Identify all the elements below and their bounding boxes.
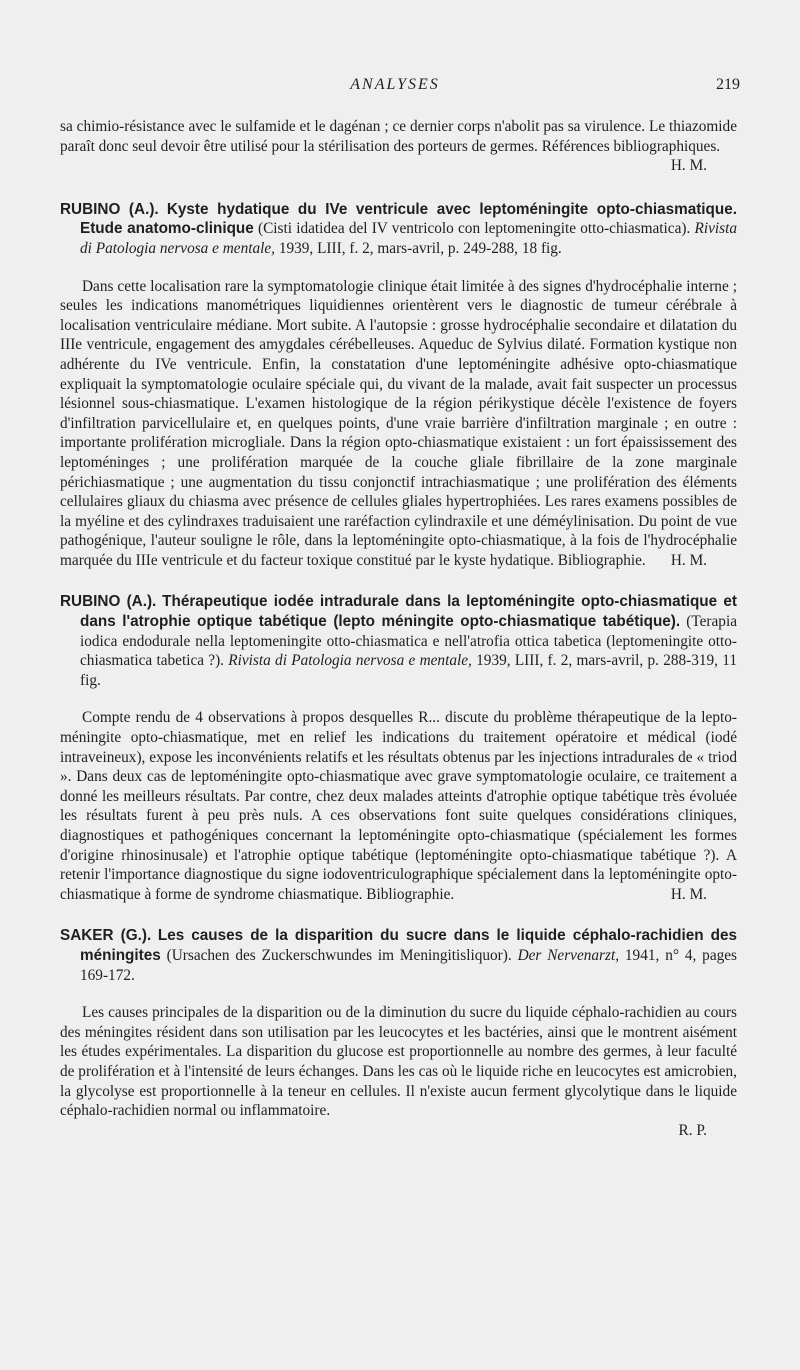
article-3-author: SAKER (G.). [60,927,152,945]
article-1-citation: 1939, LIII, f. 2, mars-avril, p. 249-288, 18 fig. [278,239,562,257]
article-1-author: RUBINO (A.). [60,200,159,218]
article-2-body [60,708,737,904]
intro-text: sa chimio-résistance avec le sulfamide et le dagénan ; ce dernier corps n'abolit pas sa virulence. Le thiazomide paraît donc seul devoir être utilisé pour la stérilisation des porteurs de germes. Références bibliographiques. [60,118,737,155]
article-1-journal: Rivista di Patologia nervosa e mentale, [80,220,738,257]
article-1-signature: H. M. [670,551,707,569]
article-3-signature: R. P. [678,1121,707,1139]
article-2-signature: H. M. [670,885,707,903]
article-3-original-title: (Ursachen des Zuckerschwundes im Meningitisliquor). [166,946,512,964]
article-1-text: Dans cette localisation rare la symptomatologie clinique était limitée à des signes d'hydrocéphalie interne ; seules les indications manométriques liquidiennes orientèrent vers le diagnostic de tumeur cérébrale à localisation ventriculaire médiane. Mort subite. A l'autopsie : grosse hydrocéphalie secondaire et dilatation du IIIe ventricule, engagement des amygdales cérébelleuses. Aqueduc de Sylvius dilaté. Formation kystique non adhérente du IVe ventricule. Enfin, la constatation d'une leptoméningite adhésive opto-chiasmatique expliquait la symptomatologie oculaire spéciale qui, du vivant de la malade, avait fait suspecter un processus lésionnel sous-chiasmatique. L'examen histologique de la région périkystique décèle l'existence de foyers d'infiltration parvicellulaire et, en quelques points, d'une vraie barrière d'infiltration marginale ; en outre : importante prolifération microgliale. Dans la région opto-chiasmatique existaient : un fort épaississement des leptoméninges ; une prolifération marquée de la couche gliale fibrillaire de la zone marginale périchiasmatique ; une augmentation du tissu conjonctif intrachiasmatique ; une prolifération des éléments cellulaires gliaux du chiasma avec présence de cellules gliales hypertrophiées. Les rares examens possibles de la myéline et des cylindraxes traduisaient une raréfaction cylindraxile et une déméylinisation. Du point de vue pathogénique, l'auteur souligne le rôle, dans la leptoméningite opto-chiasmatique, à la fois de l'hydrocéphalie marquée du IIIe ventricule et du facteur toxique constitué par le kyste hydatique. Bibliographie. [60,277,737,569]
article-2-journal: Rivista di Patologia nervosa e mentale, [228,652,472,670]
article-2-title: Thérapeutique iodée intradurale dans la leptoméningite opto-chiasmatique et dans l'atrophie optique tabétique (lepto méningite opto-chiasmatique tabétique). [80,593,737,631]
article-1-body [60,277,737,571]
page-header [0,76,800,100]
article-2-author: RUBINO (A.). [60,593,157,611]
article-1-title: Kyste hydatique du IVe ventricule avec leptoméningite opto-chiasmatique. Etude anatomo-clinique [80,200,737,238]
article-2-text: Compte rendu de 4 observations à propos desquelles R... discute du problème thérapeutique de la lepto-méningite opto-chiasmatique, met en relief les indications du traitement opératoire et médical (iodé intraveineux), expose les inconvénients relatifs et les résultats obtenus par les injections intradurales de « triod ». Dans deux cas de leptoméningite opto-chiasmatique avec grave symptomatologie oculaire, ce traitement a donné les meilleurs résultats. Par contre, chez deux malades atteints d'atrophie optique tabétique très évoluée les résultats furent à peu près nuls. A ces observations font suite quelques considérations cliniques, diagnostiques et pathogéniques concernant la leptoméningite opto-chiasmatique (spécialement les formes d'origine rhinosinusale) et l'atrophie optique tabétique (leptoméningite opto-chiasmatique tabétique ?). A retenir l'importance diagnostique du signe iodoventriculographique spécialement dans la leptoméningite opto-chiasmatique à forme de syndrome chiasmatique. Bibliographie. [60,709,737,903]
article-2-citation: 1939, LIII, f. 2, mars-avril, p. 288-319, 11 fig. [80,652,738,689]
article-3-journal: Der Nervenarzt, [517,946,620,964]
article-2-heading [60,592,737,690]
article-3 [60,926,737,1140]
article-3-signature-line [60,1121,737,1141]
article-3-title: Les causes de la disparition du sucre dans le liquide céphalo-rachidien des méningites [80,927,738,964]
article-2 [60,592,737,904]
article-1-heading [60,200,737,259]
article-3-citation: 1941, n° 4, pages 169-172. [80,946,737,984]
article-1-original-title: (Cisti idatidea del IV ventricolo con leptomeningite otto-chiasmatica). [257,220,691,238]
page-body [60,117,737,1140]
article-3-text: Les causes principales de la disparition ou de la diminution du sucre du liquide céphalo-rachidien au cours des méningites résident dans son utilisation par les leucocytes et les bactéries, ainsi que le montrent aisément les études expérimentales. La disparition du glucose est proportionnelle au nombre des germes, à leur faculté de prolifération et à l'intensité de leurs échanges. Dans les cas où le liquide riche en leucocytes est amicrobien, la glycolyse est proportionnelle à la teneur en cellules. Il n'existe aucun ferment glycolytique dans le liquide céphalo-rachidien normal ou inflammatoire. [60,1004,737,1120]
page-number: 219 [716,76,740,93]
article-3-body [60,1003,737,1121]
article-1 [60,200,737,571]
running-title: ANALYSES [350,76,440,93]
intro-signature: H. M. [670,157,707,175]
article-2-original-title: (Terapia iodica endodurale nella leptomeningite otto-chiasmatica e nell'atrofia ottica tabetica (leptomeningite otto-chiasmatica tabetica ?). [80,613,737,670]
article-3-heading [60,926,737,985]
intro-paragraph [60,117,737,176]
